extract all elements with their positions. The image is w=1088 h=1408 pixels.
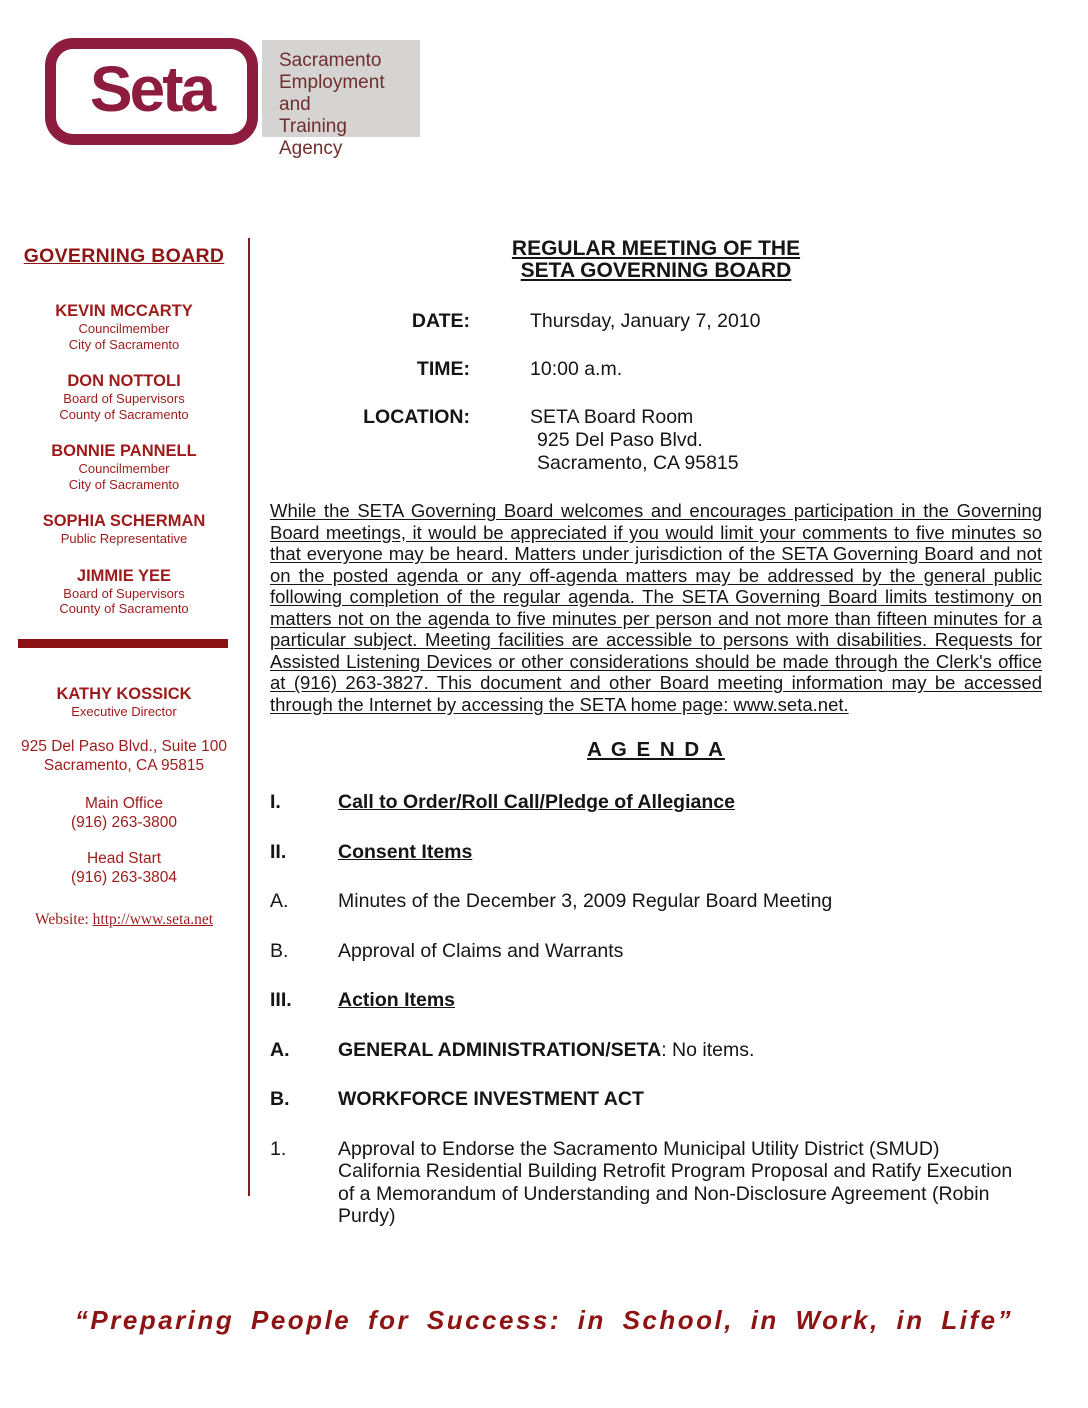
agenda-item-general-administration — [270, 1039, 1042, 1062]
agency-name-line: Training — [279, 116, 347, 137]
board-member — [16, 442, 232, 492]
board-member-title: County of Sacramento — [59, 601, 189, 616]
date-value: Thursday, January 7, 2010 — [530, 310, 761, 332]
website-link[interactable]: http://www.seta.net — [92, 911, 214, 928]
website-line — [16, 911, 232, 929]
location-label: LOCATION: — [363, 406, 470, 428]
board-member-title: Councilmember — [78, 321, 170, 336]
meta-row-time — [270, 358, 1042, 381]
meta-row-location — [270, 406, 1042, 475]
agenda-item-workforce-investment-act — [270, 1088, 1042, 1111]
board-member-title: City of Sacramento — [68, 336, 180, 352]
date-label: DATE: — [411, 310, 470, 332]
executive-director-title: Executive Director — [71, 704, 177, 719]
agenda-item-number: B. — [270, 1088, 290, 1110]
agenda-item-number: II. — [270, 840, 287, 863]
executive-director-block — [16, 684, 232, 719]
executive-director-name: KATHY KOSSICK — [56, 685, 192, 703]
agency-name-line: Agency — [279, 138, 343, 159]
agency-name-line: Sacramento — [279, 50, 382, 71]
contact-label: Head Start — [86, 850, 162, 867]
location-value: SETA Board Room 925 Del Paso Blvd. Sacramento, CA 95815 — [530, 406, 739, 474]
agenda-item-text: Action Items — [338, 989, 456, 1011]
board-member — [16, 372, 232, 422]
agenda-item-text: Minutes of the December 3, 2009 Regular Board Meeting — [338, 890, 833, 912]
website-label: Website: — [34, 911, 93, 928]
seta-logo-text: Seta — [89, 52, 214, 125]
sidebar-contact-section — [16, 684, 232, 929]
board-member-name: JIMMIE YEE — [76, 566, 172, 585]
vertical-rule — [248, 238, 250, 1196]
document-title-line1: REGULAR MEETING OF THE — [511, 237, 801, 260]
agenda-item-claims-warrants — [270, 940, 1042, 963]
meeting-meta — [270, 310, 1042, 475]
document-title-line2: SETA GOVERNING BOARD — [520, 258, 792, 282]
head-start-contact — [16, 850, 232, 887]
agenda-item-minutes — [270, 890, 1042, 913]
board-member — [16, 512, 232, 547]
board-member-name: DON NOTTOLI — [67, 372, 181, 390]
board-member-title: Board of Supervisors — [63, 585, 185, 601]
sidebar-heading: GOVERNING BOARD — [23, 245, 225, 267]
contact-label: Main Office — [84, 795, 164, 812]
agenda-item-number: I. — [270, 791, 281, 813]
board-member-title: Public Representative — [60, 531, 188, 546]
board-member-title: City of Sacramento — [68, 476, 180, 492]
agenda-item-text: GENERAL ADMINISTRATION/SETA: No items. — [338, 1038, 755, 1061]
agenda-item-call-to-order — [270, 791, 1042, 814]
board-member — [16, 302, 232, 352]
footer-motto: “Preparing People for Success: in School, in Work, in Life” — [74, 1305, 1014, 1335]
contact-phone: (916) 263-3800 — [71, 813, 177, 831]
agenda-item-text: WORKFORCE INVESTMENT ACT — [338, 1088, 644, 1110]
agency-name-block — [262, 40, 420, 159]
agenda-item-smud-approval — [270, 1138, 1042, 1228]
board-member-name: KEVIN MCCARTY — [55, 302, 193, 320]
office-address — [16, 738, 232, 775]
agenda-item-number: A. — [270, 890, 289, 912]
agency-name-line: Employment and — [279, 72, 385, 115]
sidebar-divider-bar — [18, 639, 228, 648]
board-member-title: County of Sacramento — [59, 406, 189, 422]
governing-board-sidebar — [16, 245, 232, 637]
main-office-contact — [16, 795, 232, 832]
contact-phone: (916) 263-3804 — [71, 868, 177, 886]
time-value: 10:00 a.m. — [530, 358, 623, 380]
agenda-item-number: A. — [270, 1038, 290, 1061]
board-member-title: Councilmember — [78, 461, 170, 476]
agenda-item-number: III. — [270, 989, 292, 1011]
document-title — [270, 238, 1042, 281]
board-member — [16, 567, 232, 617]
agenda-item-consent-items — [270, 841, 1042, 864]
time-label: TIME: — [416, 358, 470, 380]
main-content — [270, 238, 1042, 1255]
public-participation-notice: While the SETA Governing Board welcomes and encourages participation in the Governing Board meetings, it would be appreciated if you would limit your comments to five minutes so that everyone may be heard. Matters under jurisdiction of the SETA Governing Board and not on the posted agenda or any off-agenda matters may be addressed by the general public following completion of the regular agenda. The SETA Governing Board limits testimony on matters not on the agenda to five minutes per person and not more than fifteen minutes for a particular subject. Meeting facilities are accessible to persons with disabilities. Requests for Assisted Listening Devices or other considerations should be made through the Clerk's office at (916) 263-3827. This document and other Board meeting information may be accessed through the Internet by accessing the SETA home page: www.seta.net. — [270, 500, 1042, 715]
agenda-item-text: Approval to Endorse the Sacramento Municipal Utility District (SMUD) California Residential Building Retrofit Program Proposal and Ratify Execution of a Memorandum of Understanding and Non-Disclosure Agreement (Robin Purdy) — [338, 1137, 1013, 1227]
agenda-item-text: Call to Order/Roll Call/Pledge of Allegiance — [338, 791, 735, 813]
board-member-title: Board of Supervisors — [63, 391, 185, 406]
meta-row-date — [270, 310, 1042, 333]
seta-logo — [45, 38, 258, 145]
agenda-item-number: 1. — [270, 1137, 287, 1160]
agenda-item-text: Approval of Claims and Warrants — [338, 939, 624, 962]
office-address-line: Sacramento, CA 95815 — [43, 756, 205, 774]
board-member-name: SOPHIA SCHERMAN — [42, 512, 206, 530]
office-address-line: 925 Del Paso Blvd., Suite 100 — [21, 738, 227, 755]
agenda-heading: A G E N D A — [587, 738, 725, 761]
agenda-item-number: B. — [270, 939, 289, 962]
agenda-item-text: Consent Items — [338, 840, 473, 863]
board-member-name: BONNIE PANNELL — [51, 442, 197, 460]
agenda-item-action-items — [270, 989, 1042, 1012]
